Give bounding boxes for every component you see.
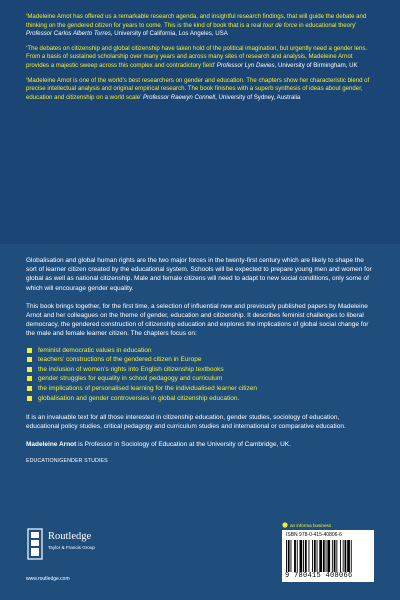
barcode-number: 9 780415 408066: [285, 572, 353, 580]
barcode-bar: [340, 540, 341, 572]
quote-attribution-affiliation: , University of Birmingham, UK: [274, 61, 358, 69]
isbn-label: ISBN 978-0-415-40806-6: [286, 532, 342, 538]
endorsement-quote: [26, 13, 374, 39]
quote-attribution-affiliation: , University of Sydney, Australia: [215, 93, 301, 101]
quote-attribution-name: Professor Lyn Davies: [216, 61, 275, 69]
barcode-bar: [343, 540, 344, 572]
quote-text: ‘Madeleine Arnot has offered us a remarkable research agenda, and insightful research findings, that will guide the debate and thinking on the gendered citizen for years to come. This is the kind of book that is a real: [26, 13, 367, 29]
bullet-square-icon: [27, 357, 32, 362]
barcode-bar: [314, 540, 316, 572]
barcode-bar: [347, 540, 350, 572]
barcode-bar: [345, 540, 347, 572]
list-item: the inclusion of women’s rights into English citizenship textbooks: [26, 365, 374, 374]
barcode-bar: [323, 540, 325, 572]
publisher-group: Taylor & Francis Group: [48, 545, 95, 550]
barcode-bar: [305, 540, 307, 572]
barcode-bar: [291, 540, 292, 572]
barcode-bar: [303, 540, 304, 572]
list-item: gender struggles for equality in school pedagogy and curriculum: [26, 374, 374, 383]
list-item: feminist democratic values in education: [26, 346, 374, 355]
bullet-square-icon: [27, 367, 32, 372]
barcode-bar: [286, 540, 287, 572]
informa-tagline: an informa business: [282, 522, 331, 528]
quote-attribution-name: Professor Raewyn Connell: [142, 93, 216, 101]
list-item: the implications of personalised learning for the individualised learner citizen: [26, 384, 374, 393]
barcode-bar: [319, 540, 322, 572]
barcode-icon: [286, 540, 370, 572]
routledge-tower-icon: [26, 528, 44, 560]
chapter-topics-list: [26, 346, 374, 403]
informa-logo-icon: [282, 522, 288, 528]
quote-text: ‘Madeleine Arnot is one of the world’s best researchers on gender and education. The chapters show her characteristic blend of precise intellectual analysis and original empirical research. The book finishes with a superb synthesis of ideas about gender, education and citizenship on a world scale’: [26, 76, 370, 101]
bullet-square-icon: [27, 376, 32, 381]
barcode-bar: [326, 540, 327, 572]
barcode-bar: [297, 540, 298, 572]
bullet-square-icon: [27, 386, 32, 391]
barcode-bar: [309, 540, 310, 572]
description-paragraph: This book brings together, for the first time, a selection of influential new and previously published papers by Madeleine Arnot and her colleagues on the theme of gender, education and citizenship. It describes feminist challenges to liberal democracy, the gendered construction of citizenship education and explores the implications of global social change for the male and female learner citizen. The chapters focus on:: [26, 302, 369, 338]
subject-category: EDUCATION/GENDER STUDIES: [26, 458, 108, 465]
quote-attribution-affiliation: , University of California, Los Angeles, USA: [110, 30, 228, 38]
barcode-bar: [312, 540, 313, 572]
barcode-bar: [288, 540, 290, 572]
barcode-bar: [294, 540, 296, 572]
barcode-bar: [351, 540, 352, 572]
quote-text: ‘The debates on citizenship and global citizenship have taken hold of the political imagination, but urgently need a gender lens. From a basis of sustained scholarship over many years and across many sites of research and analysis, Madeleine Arnot provides a majestic sweep across this complex and contradictory field’: [26, 44, 368, 69]
publisher-url: www.routledge.com: [26, 576, 70, 582]
quote-text: in educational theory’: [297, 21, 357, 29]
bullet-square-icon: [27, 348, 32, 353]
list-item: globalisation and gender controversies in global citizenship education.: [26, 394, 374, 403]
author-name: Madeleine Arnot: [26, 441, 77, 449]
barcode-bar: [336, 540, 337, 572]
description-paragraph: It is an invaluable text for all those interested in citizenship education, gender studies, sociology of education, educational policy studies, critical pedagogy and curriculum studies and international or comparative education.: [26, 413, 346, 430]
endorsement-quote: [26, 45, 374, 71]
publisher-name: Routledge: [48, 531, 92, 542]
endorsement-quote: [26, 77, 374, 103]
bullet-square-icon: [27, 396, 32, 401]
barcode-panel: [282, 530, 374, 582]
barcode-bar: [317, 540, 318, 572]
publisher-logo: [26, 528, 136, 562]
barcode-bar: [334, 540, 336, 572]
barcode-bar: [300, 540, 303, 572]
barcode-bar: [327, 540, 330, 572]
quote-italic-text: tour de force: [263, 21, 298, 29]
barcode-bar: [332, 540, 333, 572]
description-paragraph: Globalisation and global human rights are the two major forces in the twenty-first century which are likely to shape the sort of learner citizen created by the educational system. Schools will be expected to prepare young men and women for global as well as national citizenship. Male and female citizens will need to adapt to new social conditions, only some of which will encourage gender equality.: [26, 257, 372, 292]
quote-attribution-name: Professor Carlos Alberto Torres: [26, 30, 111, 38]
list-item: teachers’ constructions of the gendered citizen in Europe: [26, 355, 374, 364]
author-bio: Madeleine Arnot is Professor in Sociology of Education at the University of Cambridge, UK.: [26, 441, 291, 449]
endorsements-panel: [0, 0, 400, 244]
